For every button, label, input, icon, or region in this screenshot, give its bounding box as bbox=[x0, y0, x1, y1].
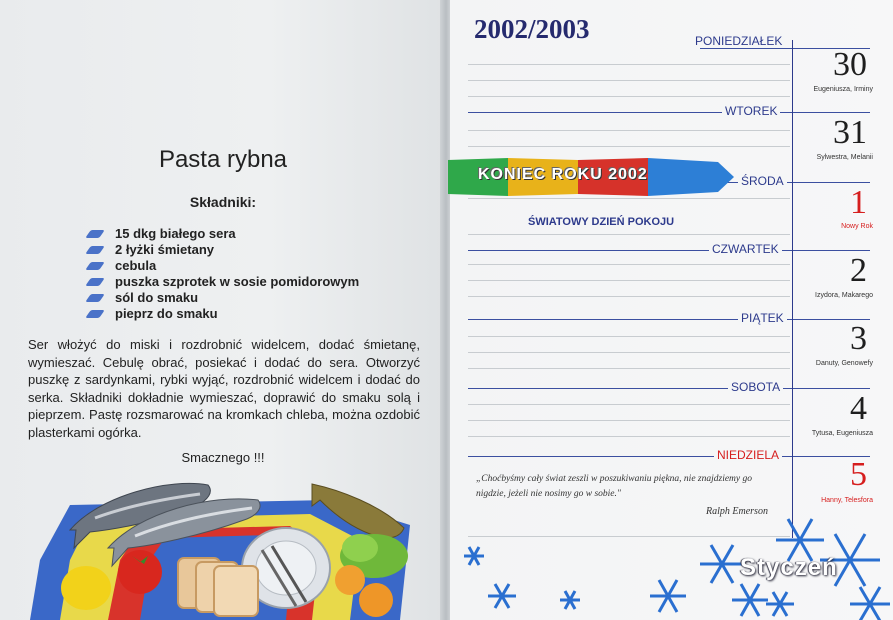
name-day: Nowy Rok bbox=[841, 223, 873, 230]
quote-author: Ralph Emerson bbox=[706, 506, 768, 517]
recipe-instructions: Ser włożyć do miski i rozdrobnić widelcem, dodać śmietanę, wymieszać. Cebulę obrać, posiekać i dodać do sera. Otworzyć puszkę z sardynkami, rybki wyjąć, rozdrobnić widelcem i dodać do serka. Składniki dokładnie wymieszać, doprawić do smaku solą i pieprzem. Pastę rozsmarować na kromkach chleba, można ozdobić plasterkami ogórka. bbox=[28, 337, 420, 440]
recipe-title: Pasta rybna bbox=[158, 146, 288, 173]
day-divider bbox=[468, 250, 870, 251]
name-day: Danuty, Genowefy bbox=[815, 360, 873, 367]
calendar-year: 2002/2003 bbox=[474, 14, 590, 44]
ingredient-item: puszka szprotek w sosie pomidorowym bbox=[88, 274, 359, 290]
ingredient-item: 15 dkg białego sera bbox=[88, 226, 359, 242]
day-name-sunday: NIEDZIELA bbox=[714, 448, 782, 462]
name-day: Hanny, Telesfora bbox=[821, 497, 873, 504]
day-name-wednesday: ŚRODA bbox=[738, 174, 787, 188]
ingredient-item: cebula bbox=[88, 258, 359, 274]
quote-text: „Choćbyśmy cały świat zeszli w poszukiwaniu piękna, nie znajdziemy go nigdzie, jeżeli nie nosimy go w sobie." bbox=[476, 474, 753, 499]
day-number: 4 bbox=[850, 390, 867, 427]
day-name-saturday: SOBOTA bbox=[728, 380, 783, 394]
ingredient-item: pieprz do smaku bbox=[88, 306, 359, 322]
day-number: 31 bbox=[833, 114, 867, 151]
banner-text: KONIEC ROKU 2002 bbox=[478, 166, 648, 183]
ingredient-item: sól do smaku bbox=[88, 290, 359, 306]
name-day: Tytusa, Eugeniusza bbox=[811, 430, 873, 437]
food-illustration bbox=[0, 0, 446, 620]
day-number: 1 bbox=[850, 184, 867, 221]
month-label: Styczeń bbox=[740, 554, 838, 581]
ingredients-heading: Składniki: bbox=[189, 194, 257, 210]
name-day: Sylwestra, Melanii bbox=[816, 154, 873, 161]
day-divider bbox=[468, 112, 870, 113]
day-divider bbox=[468, 319, 870, 320]
day-number: 30 bbox=[833, 46, 867, 83]
name-day: Izydora, Makarego bbox=[815, 292, 873, 299]
day-number: 2 bbox=[850, 252, 867, 289]
event-label: ŚWIATOWY DZIEŃ POKOJU bbox=[528, 216, 675, 228]
day-name-tuesday: WTOREK bbox=[722, 104, 780, 118]
date-column-line bbox=[792, 40, 793, 538]
name-day: Eugeniusza, Irminy bbox=[813, 86, 873, 93]
day-number: 5 bbox=[850, 456, 867, 493]
day-name-friday: PIĄTEK bbox=[738, 311, 787, 325]
day-name-thursday: CZWARTEK bbox=[709, 242, 782, 256]
day-divider bbox=[468, 388, 870, 389]
day-name-monday: PONIEDZIAŁEK bbox=[692, 34, 785, 48]
ingredient-item: 2 łyżki śmietany bbox=[88, 242, 359, 258]
day-divider bbox=[468, 456, 870, 457]
recipe-closing: Smacznego !!! bbox=[181, 450, 265, 465]
day-number: 3 bbox=[850, 320, 867, 357]
